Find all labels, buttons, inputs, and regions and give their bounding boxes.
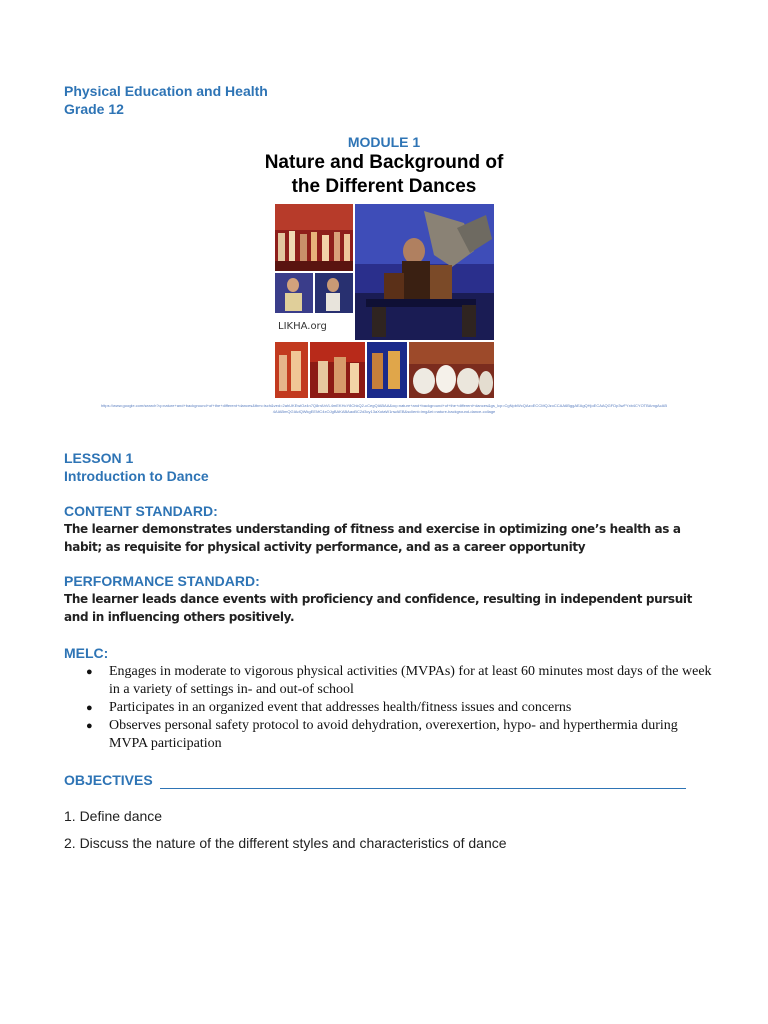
module-title-line-1: Nature and Background of	[264, 152, 504, 173]
collage-photo-main	[355, 204, 494, 340]
lesson-label: LESSON 1	[64, 450, 134, 466]
collage-photo-small-right	[315, 273, 353, 313]
melc-heading: MELC:	[64, 645, 109, 661]
objectives-underline	[160, 788, 686, 789]
image-source-link[interactable]: https://www.google.com/search?q=nature+and+background+of+the+different+dances&tbm=isch&ved=2ahUKEwiOz4n7Q8rrAhVL4mEKHcY8ChkQ2-cCegQIABAA&oq=nature+and+background+of+the+different+dances&gs_lcp=CgNpbWcQAzoECCMQJzoCCAA6BggAEAgQHjoECAAQGFDp3wFYxb4CYOTBAmgAcAB4AIABmQGIAdQWkgEEMC4xOJgBAKABAaoBC2d3cy13aXotaW1nwAEB&sclient=img&ei=nature-background-dance-collage	[100, 403, 668, 414]
grade-label: Grade 12	[64, 101, 124, 117]
collage-photo-small-left	[275, 273, 313, 313]
content-standard-text: The learner demonstrates understanding of fitness and exercise in optimizing one’s health as a habit; as requisite for physical activity performance, and as a career opportunity	[64, 522, 681, 554]
collage-photo-bottom-2	[310, 342, 365, 398]
objective-item: 2. Discuss the nature of the different styles and characteristics of dance	[64, 835, 507, 851]
collage-photo-bottom-3	[367, 342, 407, 398]
melc-item	[86, 717, 716, 753]
collage-photo-bottom-1	[275, 342, 308, 398]
lesson-title: Introduction to Dance	[64, 468, 209, 484]
melc-item-text: Engages in moderate to vigorous physical activities (MVPAs) for at least 60 minutes most days of the week in a variety of settings in- and out-of school	[109, 664, 712, 697]
melc-list	[86, 663, 716, 753]
melc-item-text: Observes personal safety protocol to avoid dehydration, overexertion, hypo- and hyperthermia during MVPA participation	[109, 718, 678, 751]
module-title-line-2: the Different Dances	[291, 176, 477, 197]
objective-item: 1. Define dance	[64, 808, 163, 824]
collage-watermark: LIKHA.org	[278, 321, 327, 332]
melc-item	[86, 699, 716, 717]
objectives-heading: OBJECTIVES	[64, 772, 153, 788]
dance-collage-image	[274, 203, 495, 399]
lesson-header	[64, 449, 209, 485]
collage-photo-bottom-4	[409, 342, 494, 398]
performance-standard-text: The learner leads dance events with proficiency and confidence, resulting in independent pursuit and in influencing others positively.	[64, 592, 693, 624]
subject-title: Physical Education and Health	[64, 83, 268, 99]
subject-header	[64, 82, 268, 118]
module-title	[0, 151, 768, 199]
bullet-icon: ●	[86, 720, 93, 732]
module-label: MODULE 1	[347, 134, 421, 150]
bullet-icon: ●	[86, 702, 93, 714]
collage-photo-stage	[275, 204, 353, 271]
melc-item	[86, 663, 716, 699]
content-standard-heading: CONTENT STANDARD:	[64, 503, 218, 519]
performance-standard-heading: PERFORMANCE STANDARD:	[64, 573, 260, 589]
bullet-icon: ●	[86, 666, 93, 678]
melc-item-text: Participates in an organized event that addresses health/fitness issues and concerns	[109, 700, 572, 715]
